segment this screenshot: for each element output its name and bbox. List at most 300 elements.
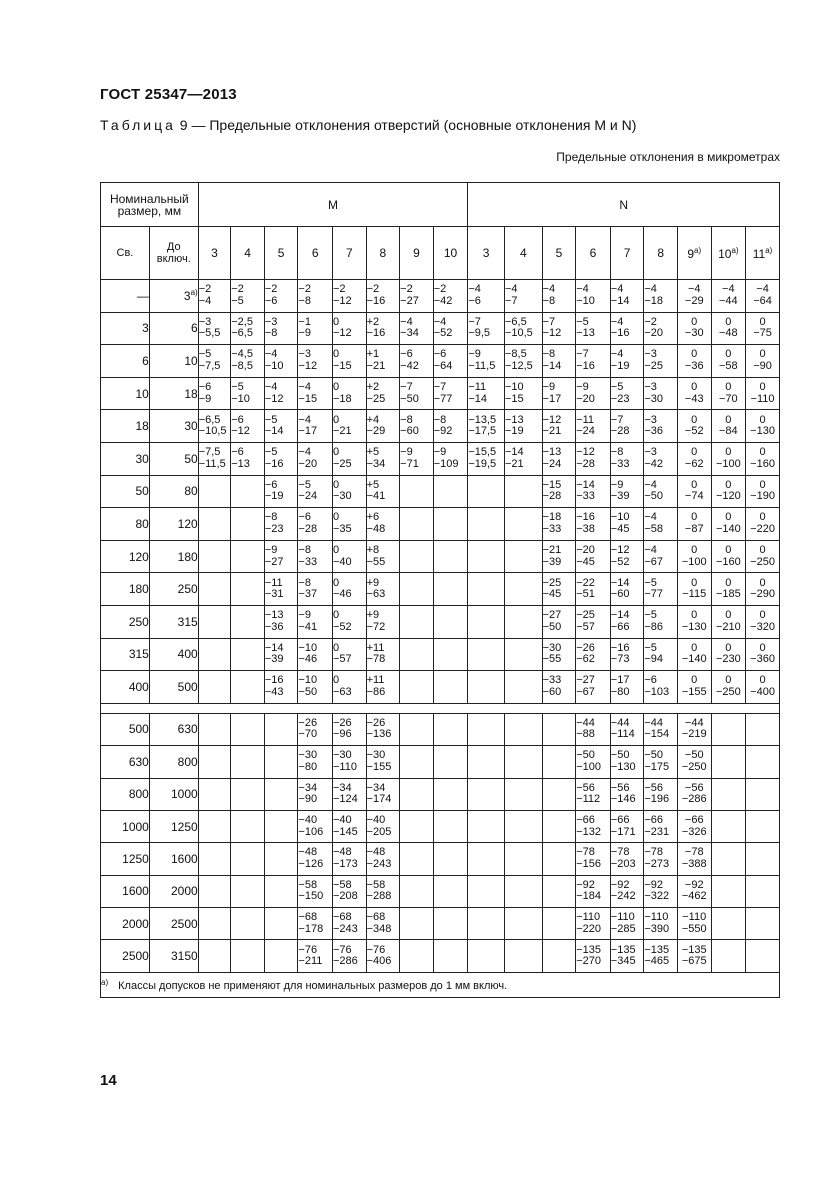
deviation-cell: [504, 810, 542, 842]
table-row: [101, 746, 780, 778]
deviation-cell: [711, 280, 746, 313]
deviation-cell: [264, 638, 298, 671]
deviation-cell: [610, 605, 644, 638]
upper-deviation: 0: [691, 315, 698, 328]
upper-deviation: −66: [684, 814, 704, 827]
deviation-cell: [711, 908, 746, 940]
deviation-cell: [400, 573, 434, 606]
upper-deviation: −13: [542, 446, 562, 459]
deviation-cell: [610, 540, 644, 573]
lower-deviation: −39: [542, 555, 562, 568]
deviation-cell: [198, 671, 231, 704]
header-m-grade-label: 10: [443, 246, 458, 260]
deviation-cell: [198, 638, 231, 671]
deviation-cell: [231, 940, 265, 972]
lower-deviation: −15: [504, 392, 524, 405]
deviation-cell: [264, 410, 298, 443]
lower-deviation: −28: [610, 425, 630, 438]
deviation-cell: [542, 410, 576, 443]
header-m-grade: [400, 227, 434, 280]
deviation-cell: [576, 442, 611, 475]
lower-deviation: −184: [576, 890, 601, 903]
deviation-cell: [610, 778, 644, 810]
header-n-grade: [468, 227, 505, 280]
deviation-cell: [433, 573, 468, 606]
lower-deviation: −28: [576, 457, 595, 470]
lower-deviation: −19: [264, 490, 284, 503]
lower-deviation: −18: [333, 392, 352, 405]
deviation-cell: [400, 810, 434, 842]
deviation-cell: [644, 638, 678, 671]
deviation-cell: [400, 442, 434, 475]
deviation-cell: [400, 345, 434, 378]
lower-deviation: −44: [718, 294, 738, 307]
deviation-cell: [433, 778, 468, 810]
upper-deviation: −3: [644, 413, 657, 426]
deviation-cell: [366, 345, 400, 378]
deviation-cell: [231, 638, 265, 671]
upper-deviation: −6,5: [198, 413, 221, 426]
upper-deviation: −16: [610, 641, 630, 654]
upper-deviation: −44: [684, 716, 704, 729]
deviation-cell: [231, 312, 265, 345]
deviation-cell: [576, 843, 611, 875]
lower-deviation: −110: [333, 760, 357, 773]
deviation-cell: [231, 345, 265, 378]
size-to-value: 1600: [170, 851, 198, 866]
deviation-cell: [298, 345, 333, 378]
deviation-cell: [644, 843, 678, 875]
upper-deviation: 0: [725, 413, 732, 426]
upper-deviation: −135: [576, 943, 601, 956]
lower-deviation: −60: [542, 685, 562, 698]
deviation-cell: [231, 713, 265, 745]
upper-deviation: −3: [298, 348, 311, 361]
deviation-cell: [468, 713, 505, 745]
lower-deviation: −73: [610, 653, 630, 666]
lower-deviation: −400: [750, 685, 775, 698]
deviation-cell: [298, 508, 333, 541]
lower-deviation: −4: [198, 294, 212, 307]
lower-deviation: −17: [298, 425, 318, 438]
lower-deviation: −30: [684, 327, 704, 340]
size-to: [149, 377, 198, 410]
lower-deviation: −250: [681, 760, 707, 773]
size-to: [149, 810, 198, 842]
header-m-grade: [231, 227, 265, 280]
deviation-cell: [400, 908, 434, 940]
size-from-value: 800: [128, 787, 149, 802]
upper-deviation: −18: [542, 511, 562, 524]
upper-deviation: +5: [366, 446, 380, 459]
deviation-cell: [677, 778, 711, 810]
lower-deviation: −21: [542, 425, 562, 438]
header-n-grade-label: 8: [657, 246, 664, 260]
header-group-n: N: [468, 183, 780, 227]
lower-deviation: −45: [576, 555, 595, 568]
upper-deviation: −56: [576, 781, 595, 794]
deviation-cell: [333, 345, 367, 378]
deviation-cell: [433, 713, 468, 745]
deviation-cell: [366, 540, 400, 573]
upper-deviation: −56: [684, 781, 704, 794]
lower-deviation: −326: [681, 825, 707, 838]
deviation-cell: [542, 377, 576, 410]
lower-deviation: −12: [542, 327, 562, 340]
upper-deviation: 0: [725, 381, 732, 394]
lower-deviation: −43: [264, 685, 284, 698]
size-to: [149, 875, 198, 907]
table-row: [101, 605, 780, 638]
lower-deviation: −5,5: [198, 327, 221, 340]
deviation-cell: [366, 508, 400, 541]
upper-deviation: −4: [400, 315, 413, 328]
deviation-cell: [711, 345, 746, 378]
deviation-cell: [366, 475, 400, 508]
deviation-cell: [333, 875, 367, 907]
header-n-grade-footnote-mark: а): [694, 245, 702, 255]
upper-deviation: −3: [264, 315, 278, 328]
lower-deviation: −21: [333, 425, 352, 438]
table-caption-text: 9 — Предельные отклонения отверстий (основные отклонения M и N): [179, 117, 637, 133]
lower-deviation: −92: [433, 425, 453, 438]
lower-deviation: −6,5: [231, 327, 253, 340]
deviation-cell: [576, 778, 611, 810]
header-m-grade: [198, 227, 231, 280]
size-to: [149, 605, 198, 638]
upper-deviation: −4: [298, 446, 311, 459]
deviation-cell: [366, 940, 400, 972]
upper-deviation: −68: [366, 911, 386, 924]
lower-deviation: −17,5: [468, 425, 497, 438]
upper-deviation: 0: [759, 609, 766, 622]
upper-deviation: −5: [198, 348, 212, 361]
deviation-cell: [198, 312, 231, 345]
size-to-value: 80: [184, 484, 198, 499]
table-row: [101, 638, 780, 671]
upper-deviation: −8: [610, 446, 624, 459]
lower-deviation: −77: [433, 392, 453, 405]
deviation-cell: [576, 940, 611, 972]
lower-deviation: −243: [333, 922, 358, 935]
size-to: [149, 540, 198, 573]
deviation-cell: [333, 377, 367, 410]
size-to-value: 800: [177, 754, 198, 769]
size-from: [101, 638, 150, 671]
deviation-cell: [542, 475, 576, 508]
deviation-cell: [644, 713, 678, 745]
deviation-cell: [576, 280, 611, 313]
lower-deviation: −80: [610, 685, 630, 698]
lower-deviation: −29: [366, 425, 386, 438]
upper-deviation: 0: [333, 446, 340, 459]
deviation-cell: [400, 508, 434, 541]
deviation-cell: [231, 377, 265, 410]
deviation-cell: [711, 778, 746, 810]
table-row: [101, 908, 780, 940]
deviation-cell: [231, 508, 265, 541]
size-from-value: 10: [135, 386, 149, 401]
deviation-cell: [711, 713, 746, 745]
deviation-cell: [677, 713, 711, 745]
size-to: [149, 746, 198, 778]
deviation-cell: [746, 638, 780, 671]
lower-deviation: −6: [468, 294, 481, 307]
upper-deviation: −50: [644, 749, 664, 762]
lower-deviation: −41: [298, 620, 318, 633]
upper-deviation: −16: [576, 511, 595, 524]
upper-deviation: −4: [576, 283, 589, 296]
upper-deviation: −4: [756, 283, 769, 296]
deviation-cell: [264, 940, 298, 972]
size-from-value: 400: [128, 679, 149, 694]
deviation-cell: [610, 377, 644, 410]
deviation-cell: [504, 312, 542, 345]
upper-deviation: −6: [264, 478, 278, 491]
deviation-cell: [677, 540, 711, 573]
upper-deviation: −4,5: [231, 348, 253, 361]
size-from: [101, 671, 150, 704]
lower-deviation: −211: [298, 955, 323, 968]
header-n-grade: [711, 227, 746, 280]
deviation-cell: [504, 875, 542, 907]
deviation-cell: [468, 940, 505, 972]
size-to-footnote-mark: а): [190, 288, 198, 298]
deviation-cell: [400, 475, 434, 508]
deviation-cell: [677, 280, 711, 313]
upper-deviation: −68: [333, 911, 352, 924]
size-from-value: 30: [135, 451, 149, 466]
lower-deviation: −145: [333, 825, 358, 838]
size-from-value: 80: [135, 516, 149, 531]
upper-deviation: −110: [610, 911, 635, 924]
deviation-cell: [298, 713, 333, 745]
deviation-cell: [400, 410, 434, 443]
deviation-cell: [333, 508, 367, 541]
deviation-cell: [400, 280, 434, 313]
deviation-cell: [264, 605, 298, 638]
upper-deviation: −12: [576, 446, 595, 459]
lower-deviation: −126: [298, 857, 324, 870]
upper-deviation: 0: [759, 576, 766, 589]
deviation-cell: [468, 508, 505, 541]
upper-deviation: −2: [333, 283, 346, 296]
lower-deviation: −28: [542, 490, 562, 503]
upper-deviation: −13: [504, 413, 524, 426]
header-n-grade: [576, 227, 611, 280]
upper-deviation: 0: [725, 348, 732, 361]
lower-deviation: −33: [298, 555, 318, 568]
deviation-cell: [542, 638, 576, 671]
deviation-cell: [504, 605, 542, 638]
header-n-grade-label: 9: [687, 246, 695, 261]
deviation-cell: [298, 908, 333, 940]
deviation-cell: [610, 573, 644, 606]
lower-deviation: −36: [264, 620, 284, 633]
size-to-value: 400: [177, 647, 198, 662]
deviation-cell: [433, 475, 468, 508]
upper-deviation: 0: [691, 576, 698, 589]
deviation-cell: [746, 713, 780, 745]
lower-deviation: −86: [644, 620, 664, 633]
deviation-cell: [366, 442, 400, 475]
lower-deviation: −19: [504, 425, 524, 438]
header-m-grade-label: 4: [244, 246, 251, 260]
deviation-cell: [644, 377, 678, 410]
upper-deviation: −7: [610, 413, 624, 426]
lower-deviation: −286: [681, 793, 707, 806]
deviation-cell: [366, 713, 400, 745]
deviation-cell: [433, 442, 468, 475]
deviation-cell: [400, 746, 434, 778]
header-n-grade-footnote-mark: а): [765, 245, 773, 255]
deviation-cell: [504, 442, 542, 475]
deviation-cell: [264, 875, 298, 907]
lower-deviation: −243: [366, 857, 392, 870]
upper-deviation: −48: [366, 846, 386, 859]
upper-deviation: −10: [504, 381, 524, 394]
deviation-cell: [711, 875, 746, 907]
lower-deviation: −273: [644, 857, 670, 870]
deviation-cell: [231, 778, 265, 810]
deviation-cell: [746, 377, 780, 410]
upper-deviation: 0: [759, 381, 766, 394]
size-from-value: 250: [128, 614, 149, 629]
deviation-cell: [746, 540, 780, 573]
upper-deviation: −4: [264, 348, 278, 361]
size-from-value: 630: [128, 754, 149, 769]
upper-deviation: −5: [610, 381, 624, 394]
size-from-value: 1600: [122, 884, 149, 899]
size-to: [149, 312, 198, 345]
deviation-cell: [576, 875, 611, 907]
deviation-cell: [298, 671, 333, 704]
lower-deviation: −52: [684, 425, 704, 438]
size-to: [149, 843, 198, 875]
header-m-grade-label: 7: [345, 246, 353, 260]
deviation-cell: [468, 410, 505, 443]
upper-deviation: −9: [433, 446, 447, 459]
upper-deviation: −2: [366, 283, 380, 296]
deviation-cell: [504, 746, 542, 778]
deviation-cell: [198, 605, 231, 638]
upper-deviation: −34: [333, 781, 352, 794]
deviation-cell: [677, 508, 711, 541]
lower-deviation: −42: [644, 457, 664, 470]
upper-deviation: −26: [576, 641, 595, 654]
upper-deviation: −66: [610, 814, 630, 827]
upper-deviation: −76: [366, 943, 386, 956]
deviation-cell: [264, 540, 298, 573]
deviation-cell: [504, 508, 542, 541]
deviation-cell: [746, 410, 780, 443]
header-group-m: M: [198, 183, 468, 227]
lower-deviation: −23: [264, 522, 284, 535]
deviation-cell: [198, 746, 231, 778]
deviation-cell: [333, 410, 367, 443]
deviation-cell: [333, 475, 367, 508]
lower-deviation: −8: [542, 294, 556, 307]
upper-deviation: −3: [644, 381, 657, 394]
lower-deviation: −115: [682, 588, 707, 601]
upper-deviation: +2: [366, 315, 380, 328]
lower-deviation: −52: [433, 327, 453, 340]
size-to-value: 2500: [170, 916, 198, 931]
upper-deviation: 0: [759, 478, 766, 491]
lower-deviation: −14: [264, 425, 284, 438]
lower-deviation: −66: [610, 620, 630, 633]
deviation-cell: [542, 671, 576, 704]
deviation-cell: [746, 908, 780, 940]
upper-deviation: 0: [725, 641, 732, 654]
deviation-cell: [468, 442, 505, 475]
lower-deviation: −94: [644, 653, 664, 666]
deviation-cell: [298, 377, 333, 410]
upper-deviation: 0: [333, 413, 340, 426]
lower-deviation: −190: [750, 490, 775, 503]
upper-deviation: −76: [333, 943, 352, 956]
size-from: [101, 605, 150, 638]
upper-deviation: −4: [644, 478, 657, 491]
header-n-grade: [610, 227, 644, 280]
upper-deviation: −4: [264, 381, 278, 394]
lower-deviation: −290: [750, 588, 775, 601]
upper-deviation: 0: [725, 511, 732, 524]
upper-deviation: −4: [298, 381, 311, 394]
deviation-cell: [468, 605, 505, 638]
deviation-cell: [504, 345, 542, 378]
upper-deviation: −78: [684, 846, 704, 859]
upper-deviation: −9: [576, 381, 589, 394]
lower-deviation: −14: [468, 392, 487, 405]
lower-deviation: −9: [298, 327, 311, 340]
lower-deviation: −48: [718, 327, 738, 340]
deviation-cell: [198, 475, 231, 508]
lower-deviation: −171: [610, 825, 636, 838]
deviation-cell: [644, 573, 678, 606]
header-m-grade-label: 3: [211, 246, 218, 260]
header-m-grade-label: 8: [379, 246, 387, 260]
deviation-cell: [433, 875, 468, 907]
deviation-cell: [677, 475, 711, 508]
lower-deviation: −50: [542, 620, 562, 633]
upper-deviation: 0: [333, 478, 340, 491]
size-to-value: 2000: [170, 884, 198, 899]
deviation-cell: [366, 746, 400, 778]
deviation-cell: [366, 410, 400, 443]
upper-deviation: −4: [644, 511, 657, 524]
size-from: [101, 377, 150, 410]
deviation-cell: [746, 940, 780, 972]
deviation-cell: [644, 778, 678, 810]
deviation-cell: [504, 908, 542, 940]
deviation-cell: [504, 940, 542, 972]
deviation-cell: [711, 843, 746, 875]
size-to-value: 1250: [170, 819, 198, 834]
header-n-grade: [542, 227, 576, 280]
deviation-cell: [746, 312, 780, 345]
header-n-grade: [644, 227, 678, 280]
lower-deviation: −55: [542, 653, 562, 666]
upper-deviation: −2,5: [231, 315, 253, 328]
deviation-cell: [198, 843, 231, 875]
lower-deviation: −205: [366, 825, 392, 838]
header-m-grade-label: 5: [277, 246, 285, 260]
lower-deviation: −27: [400, 294, 419, 307]
lower-deviation: −57: [576, 620, 595, 633]
size-to: [149, 908, 198, 940]
upper-deviation: −20: [576, 544, 595, 557]
